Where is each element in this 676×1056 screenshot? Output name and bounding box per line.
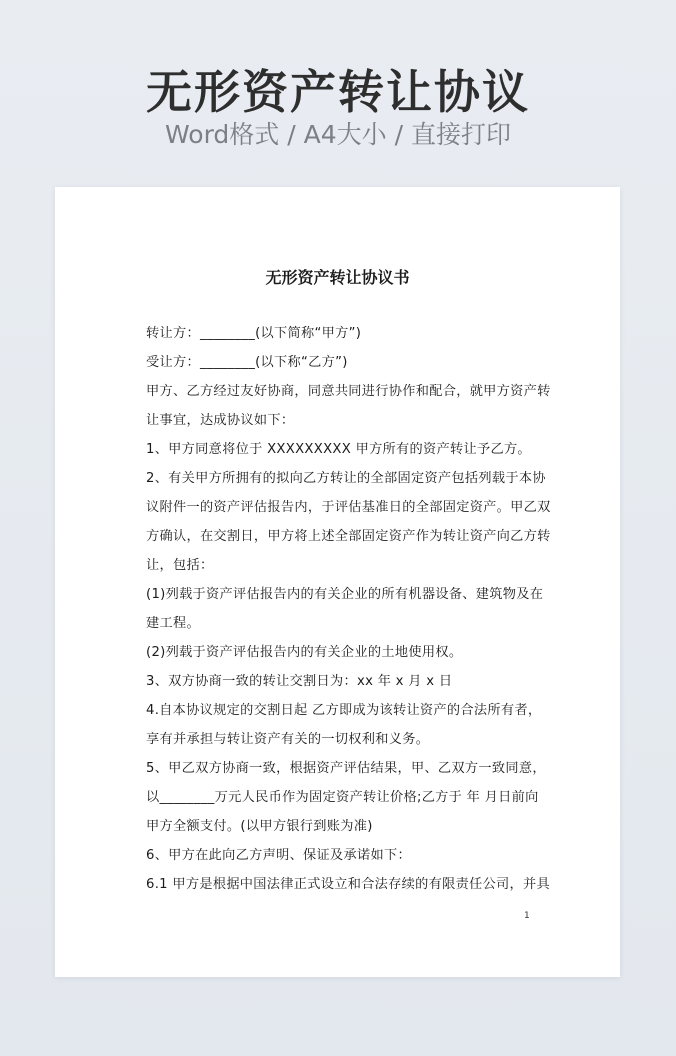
document-line: 受让方：________(以下称“乙方”) <box>146 355 348 370</box>
page-number: 1 <box>524 911 530 921</box>
document-line: 方确认，在交割日，甲方将上述全部固定资产作为转让资产向乙方转 <box>146 529 551 544</box>
document-page <box>55 187 620 977</box>
document-line: 1、甲方同意将位于 XXXXXXXXX 甲方所有的资产转让予乙方。 <box>146 442 531 457</box>
document-line: 享有并承担与转让资产有关的一切权利和义务。 <box>146 732 430 747</box>
document-body <box>146 319 551 899</box>
document-line: 以________万元人民币作为固定资产转让价格;乙方于 年 月日前向 <box>146 790 539 805</box>
document-line: (1)列载于资产评估报告内的有关企业的所有机器设备、建筑物及在 <box>146 587 544 602</box>
document-line: 2、有关甲方所拥有的拟向乙方转让的全部固定资产包括列载于本协 <box>146 471 546 486</box>
document-line: 6、甲方在此向乙方声明、保证及承诺如下： <box>146 848 411 863</box>
document-line: 甲方全额支付。(以甲方银行到账为准) <box>146 819 373 834</box>
document-line: 6.1 甲方是根据中国法律正式设立和合法存续的有限责任公司，并具 <box>146 877 551 892</box>
document-line: 5、甲乙双方协商一致，根据资产评估结果，甲、乙双方一致同意， <box>146 761 546 776</box>
document-line: 转让方：________(以下简称“甲方”) <box>146 326 362 341</box>
document-title: 无形资产转让协议书 <box>265 268 410 287</box>
document-line: 建工程。 <box>146 616 200 631</box>
document-line: (2)列载于资产评估报告内的有关企业的土地使用权。 <box>146 645 463 660</box>
document-line: 3、双方协商一致的转让交割日为：xx 年 x 月 x 日 <box>146 674 453 689</box>
document-line: 4.自本协议规定的交割日起 乙方即成为该转让资产的合法所有者， <box>146 703 542 718</box>
document-line: 议附件一的资产评估报告内，于评估基准日的全部固定资产。甲乙双 <box>146 500 551 515</box>
banner-subtitle: Word格式 / A4大小 / 直接打印 <box>165 120 511 149</box>
document-line: 让，包括： <box>146 558 214 573</box>
document-line: 让事宜，达成协议如下： <box>146 413 295 428</box>
banner-title: 无形资产转让协议 <box>146 65 530 119</box>
document-line: 甲方、乙方经过友好协商，同意共同进行协作和配合，就甲方资产转 <box>146 384 551 399</box>
